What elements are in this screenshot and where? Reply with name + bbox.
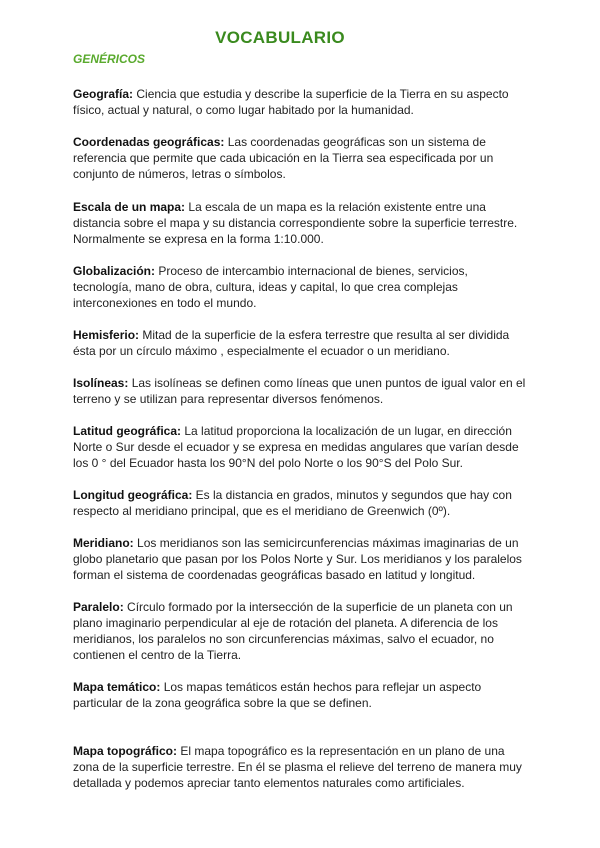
entry-term: Paralelo:	[73, 600, 124, 614]
entry-latitud	[73, 423, 528, 471]
entry-term: Mapa temático:	[73, 680, 161, 694]
entry-mapa-tematico	[73, 679, 528, 711]
entry-longitud	[73, 487, 528, 519]
entry-geografia	[73, 86, 528, 118]
entry-term: Escala de un mapa:	[73, 200, 186, 214]
section-heading: GENÉRICOS	[73, 52, 146, 66]
entry-hemisferio	[73, 327, 528, 359]
entry-definition: Mitad de la superficie de la esfera terrestre que resulta al ser dividida ésta por un círculo máximo , especialmente el ecuador o un meridiano.	[73, 328, 510, 358]
entry-definition: Los mapas temáticos están hechos para reflejar un aspecto particular de la zona geográfica sobre la que se definen.	[73, 680, 482, 710]
entry-term: Meridiano:	[73, 536, 134, 550]
entry-term: Globalización:	[73, 264, 156, 278]
page-title: VOCABULARIO	[215, 28, 345, 47]
entry-term: Geografía:	[73, 87, 134, 101]
entry-term: Coordenadas geográficas:	[73, 135, 225, 149]
entry-term: Mapa topográfico:	[73, 744, 177, 758]
entry-paralelo	[73, 599, 528, 663]
entry-term: Isolíneas:	[73, 376, 129, 390]
entry-definition: Círculo formado por la intersección de la superficie de un planeta con un plano imaginario perpendicular al eje de rotación del planeta. A diferencia de los meridianos, los paralelos no son circunferencias máximas, salvo el ecuador, no contienen el centro de la Tierra.	[73, 600, 513, 662]
entry-mapa-topografico	[73, 743, 528, 791]
entry-definition: Es la distancia en grados, minutos y segundos que hay con respecto al meridiano principal, que es el meridiano de Greenwich (0º).	[73, 488, 512, 518]
entry-definition: Ciencia que estudia y describe la superficie de la Tierra en su aspecto físico, actual y natural, o como lugar habitado por la humanidad.	[73, 87, 509, 117]
entry-term: Latitud geográfica:	[73, 424, 182, 438]
entry-definition: Las isolíneas se definen como líneas que unen puntos de igual valor en el terreno y se utilizan para representar diversos fenómenos.	[73, 376, 526, 406]
entry-coordenadas	[73, 134, 528, 182]
entry-definition: Las coordenadas geográficas son un sistema de referencia que permite que cada ubicación en la Tierra sea especificada por un conjunto de números, letras o símbolos.	[73, 135, 494, 181]
entry-globalizacion	[73, 263, 528, 311]
entry-term: Longitud geográfica:	[73, 488, 193, 502]
entry-definition: El mapa topográfico es la representación en un plano de una zona de la superficie terrestre. En él se plasma el relieve del terreno de manera muy detallada y podemos apreciar tanto elementos naturales como artificiales.	[73, 744, 522, 790]
entry-term: Hemisferio:	[73, 328, 140, 342]
entry-definition: Proceso de intercambio internacional de bienes, servicios, tecnología, mano de obra, cultura, ideas y capital, lo que crea complejas interconexiones en todo el mundo.	[73, 264, 468, 310]
entry-definition: La escala de un mapa es la relación existente entre una distancia sobre el mapa y su distancia correspondiente sobre la superficie terrestre. Normalmente se expresa en la forma 1:10.000.	[73, 200, 518, 246]
entry-meridiano	[73, 535, 528, 583]
entry-definition: Los meridianos son las semicircunferencias máximas imaginarias de un globo planetario que pasan por los Polos Norte y Sur. Los meridianos y los paralelos forman el sistema de coordenadas geográficas basado en latitud y longitud.	[73, 536, 522, 582]
entry-escala	[73, 199, 528, 247]
entry-definition: La latitud proporciona la localización de un lugar, en dirección Norte o Sur desde el ecuador y se expresa en medidas angulares que varían desde los 0 ° del Ecuador hasta los 90°N del polo Norte o los 90°S del Polo Sur.	[73, 424, 519, 470]
entry-isolineas	[73, 375, 528, 407]
